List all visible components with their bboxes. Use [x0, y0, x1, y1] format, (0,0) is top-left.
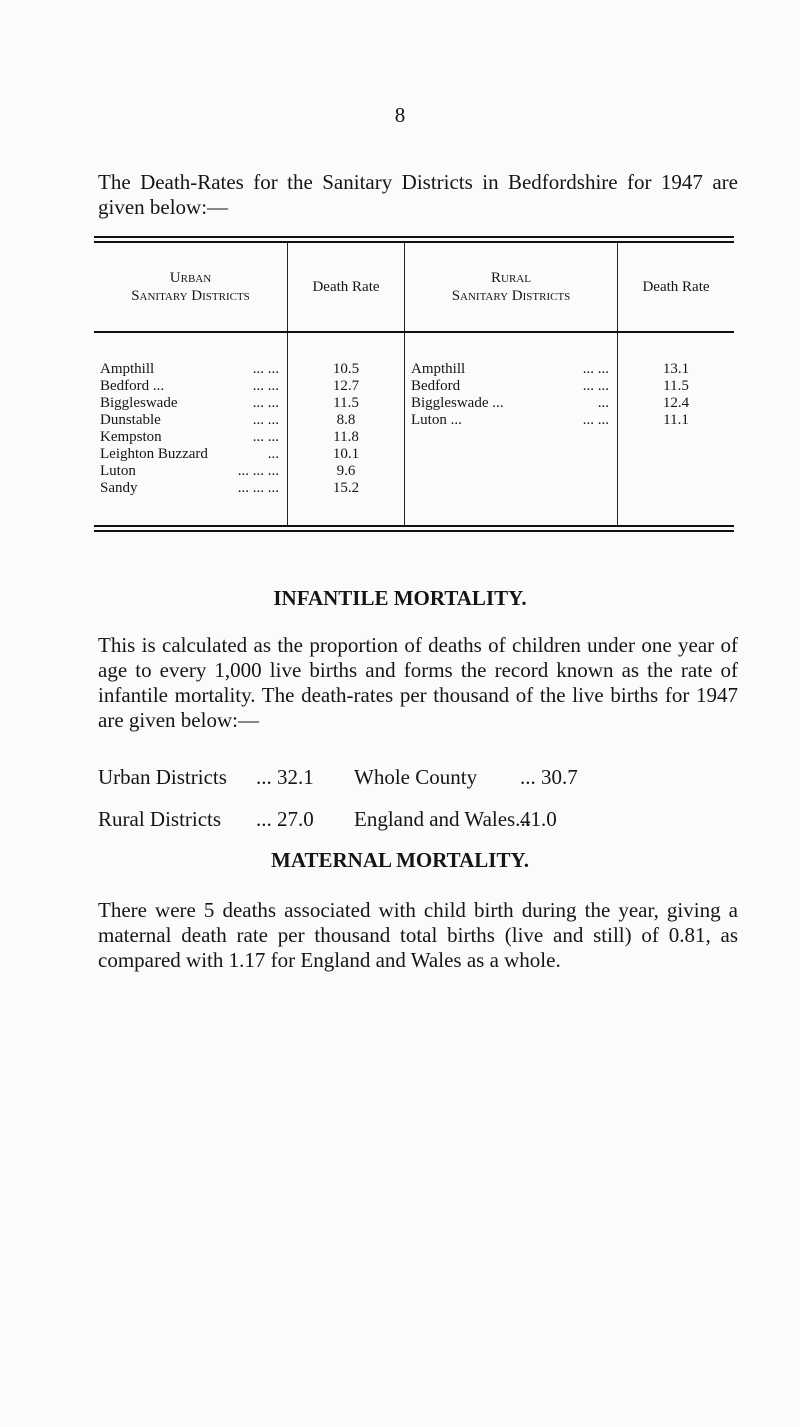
infantile-rates [98, 760, 738, 836]
rural-rates-column [618, 333, 734, 525]
urban-death-rate-value: 8.8 [336, 412, 356, 428]
urban-row-name [94, 429, 287, 446]
header-rural-death-rate: Death Rate [642, 279, 710, 295]
urban-row-rate [288, 395, 404, 412]
urban-row-name [94, 463, 287, 480]
header-rural-line2: Sanitary Districts [451, 288, 571, 304]
rural-names-column [405, 333, 618, 525]
maternal-heading: MATERNAL MORTALITY. [271, 848, 529, 872]
urban-district-name: Ampthill [100, 361, 155, 377]
rural-row-rate [618, 361, 734, 378]
infantile-heading: INFANTILE MORTALITY. [273, 586, 527, 610]
urban-death-rate-value: 15.2 [332, 480, 360, 496]
urban-death-rate-value: 11.5 [333, 395, 359, 411]
rural-district-name: Luton ... [411, 412, 462, 428]
header-urban-death-rate: Death Rate [288, 243, 405, 331]
urban-death-rate-value: 10.5 [332, 361, 360, 377]
maternal-paragraph: There were 5 deaths associated with child birth during the year, giving a maternal death rate per thousand total births (live and still) of 0.81, as compared with 1.17 for England and Wales as a whole. [98, 898, 738, 972]
rural-row-name [405, 395, 617, 412]
rural-leader-dots: ... ... [582, 378, 609, 394]
urban-district-name: Bedford ... [100, 378, 165, 394]
infantile-paragraph: This is calculated as the proportion of deaths of children under one year of age to every 1,000 live births and forms the record known as the rate of infantile mortality. The death-rates per thousand of the live births for 1947 are given below:— [98, 633, 738, 732]
rural-leader-dots: ... ... [582, 361, 609, 377]
urban-row-name [94, 395, 287, 412]
infantile-value: ... 30.7 [520, 764, 578, 789]
intro-paragraph: The Death-Rates for the Sanitary Districts in Bedfordshire for 1947 are given below:— [98, 170, 738, 219]
urban-row-rate [288, 429, 404, 446]
infantile-row [98, 760, 738, 794]
urban-rates-column [288, 333, 405, 525]
urban-row-name [94, 446, 287, 463]
urban-district-name: Luton [100, 463, 136, 479]
rural-row-name [405, 412, 617, 429]
rural-district-name: Ampthill [411, 361, 466, 377]
urban-names-column [94, 333, 288, 525]
urban-leader-dots: ... ... ... [237, 463, 279, 479]
urban-row-rate [288, 480, 404, 497]
infantile-label: Urban Districts [98, 764, 227, 789]
urban-row-name [94, 480, 287, 497]
urban-row-rate [288, 378, 404, 395]
infantile-value: ... 27.0 [256, 806, 314, 831]
rural-death-rate-value: 13.1 [662, 361, 690, 377]
header-rural-line1: Rural [491, 270, 531, 286]
header-urban-line1: Urban [169, 270, 212, 286]
infantile-label: Rural Districts [98, 806, 222, 831]
header-urban-districts [94, 243, 288, 331]
rural-row-rate [618, 412, 734, 429]
page-number: 8 [394, 103, 406, 127]
urban-leader-dots: ... [267, 446, 279, 462]
urban-row-rate [288, 463, 404, 480]
urban-leader-dots: ... ... [252, 412, 279, 428]
urban-district-name: Kempston [100, 429, 162, 445]
urban-row-rate [288, 412, 404, 429]
table-bottom-rule [94, 525, 734, 532]
rural-district-name: Bedford [411, 378, 461, 394]
infantile-value: ... 32.1 [256, 764, 314, 789]
urban-row-rate [288, 361, 404, 378]
urban-district-name: Dunstable [100, 412, 161, 428]
urban-leader-dots: ... ... [252, 378, 279, 394]
rural-row-name [405, 361, 617, 378]
urban-district-name: Leighton Buzzard [100, 446, 208, 462]
infantile-row [98, 802, 738, 836]
infantile-label: Whole County [354, 764, 478, 789]
rural-death-rate-value: 11.1 [663, 412, 689, 428]
rural-row-rate [618, 395, 734, 412]
urban-row-name [94, 378, 287, 395]
rural-leader-dots: ... ... [582, 412, 609, 428]
urban-leader-dots: ... ... ... [237, 480, 279, 496]
urban-death-rate-value: 10.1 [332, 446, 360, 462]
urban-leader-dots: ... ... [252, 361, 279, 377]
urban-district-name: Sandy [100, 480, 138, 496]
header-rural-districts [405, 243, 618, 331]
rural-death-rate-value: 11.5 [663, 378, 689, 394]
infantile-value: 41.0 [520, 806, 557, 831]
rural-death-rate-value: 12.4 [662, 395, 690, 411]
rural-leader-dots: ... [597, 395, 609, 411]
infantile-label: England and Wales... [354, 806, 531, 831]
urban-row-name [94, 412, 287, 429]
table-top-rule [94, 236, 734, 243]
urban-leader-dots: ... ... [252, 429, 279, 445]
urban-death-rate-value: 12.7 [332, 378, 360, 394]
table-header [94, 243, 734, 331]
urban-district-name: Biggleswade [100, 395, 178, 411]
header-urban-line2: Sanitary Districts [131, 288, 250, 304]
rural-row-rate [618, 378, 734, 395]
rural-row-name [405, 378, 617, 395]
death-rate-table [94, 236, 734, 532]
urban-row-name [94, 361, 287, 378]
urban-death-rate-value: 9.6 [336, 463, 356, 479]
urban-leader-dots: ... ... [252, 395, 279, 411]
urban-row-rate [288, 446, 404, 463]
rural-district-name: Biggleswade ... [411, 395, 504, 411]
urban-death-rate-value: 11.8 [333, 429, 359, 445]
table-body [94, 333, 734, 525]
